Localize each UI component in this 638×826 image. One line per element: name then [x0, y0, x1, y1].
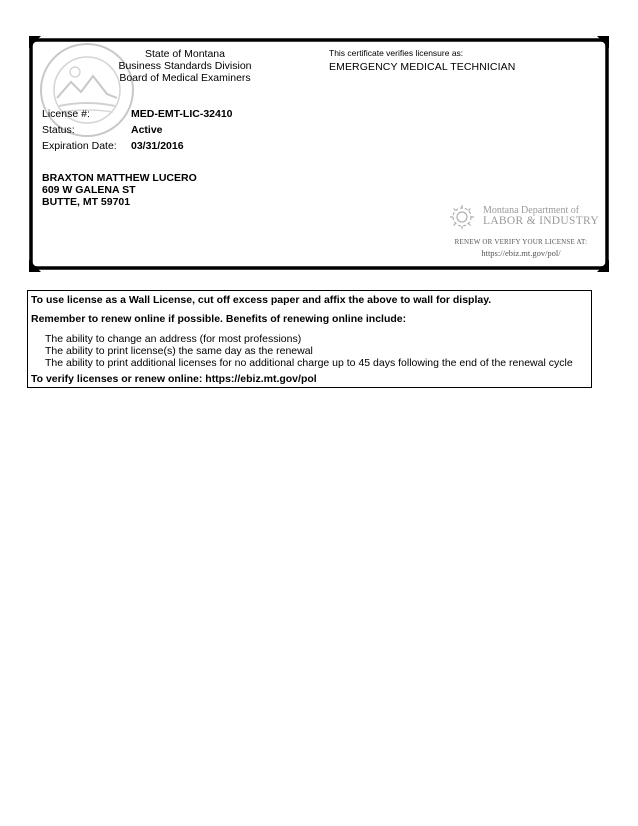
licensee-name: BRAXTON MATTHEW LUCERO	[42, 172, 197, 184]
profession-title: EMERGENCY MEDICAL TECHNICIAN	[329, 61, 516, 73]
renew-info	[453, 238, 589, 258]
license-certificate	[27, 36, 611, 272]
agency-division: Business Standards Division	[118, 60, 252, 72]
dli-logo-text	[483, 205, 599, 227]
agency-board: Board of Medical Examiners	[119, 72, 251, 84]
renew-url[interactable]: https://ebiz.mt.gov/pol/	[481, 248, 561, 258]
status-value: Active	[131, 124, 163, 136]
licensee-street: 609 W GALENA ST	[42, 184, 136, 196]
benefit-item: The ability to print license(s) the same day as the renewal	[45, 345, 313, 357]
dli-logo-line2: LABOR & INDUSTRY	[483, 215, 599, 227]
expiration-label: Expiration Date:	[42, 140, 117, 152]
renew-text: RENEW OR VERIFY YOUR LICENSE AT:	[454, 238, 588, 246]
license-number-value: MED-EMT-LIC-32410	[131, 108, 233, 120]
benefits-list	[45, 333, 573, 369]
wall-license-instruction: To use license as a Wall License, cut off excess paper and affix the above to wall for display.	[31, 294, 492, 306]
verify-online-instruction: To verify licenses or renew online: https://ebiz.mt.gov/pol	[31, 373, 317, 385]
renew-reminder: Remember to renew online if possible. Benefits of renewing online include:	[31, 313, 407, 325]
expiration-value: 03/31/2016	[131, 140, 184, 152]
expiration-row	[42, 140, 184, 152]
instructions-box	[27, 290, 592, 388]
status-row	[42, 124, 163, 136]
status-label: Status:	[42, 124, 75, 136]
license-number-row	[42, 108, 233, 120]
benefit-item: The ability to print additional licenses for no additional charge up to 45 days following the end of the renewal cycle	[45, 357, 573, 369]
licensee-address	[42, 172, 197, 208]
issuing-agency	[111, 48, 259, 84]
benefit-item: The ability to change an address (for most professions)	[45, 333, 302, 345]
licensee-city: BUTTE, MT 59701	[42, 196, 131, 208]
dli-logo-line1: Montana Department of	[483, 205, 580, 216]
agency-state: State of Montana	[145, 48, 225, 60]
verify-note: This certificate verifies licensure as:	[329, 48, 464, 58]
license-number-label: License #:	[42, 108, 90, 120]
